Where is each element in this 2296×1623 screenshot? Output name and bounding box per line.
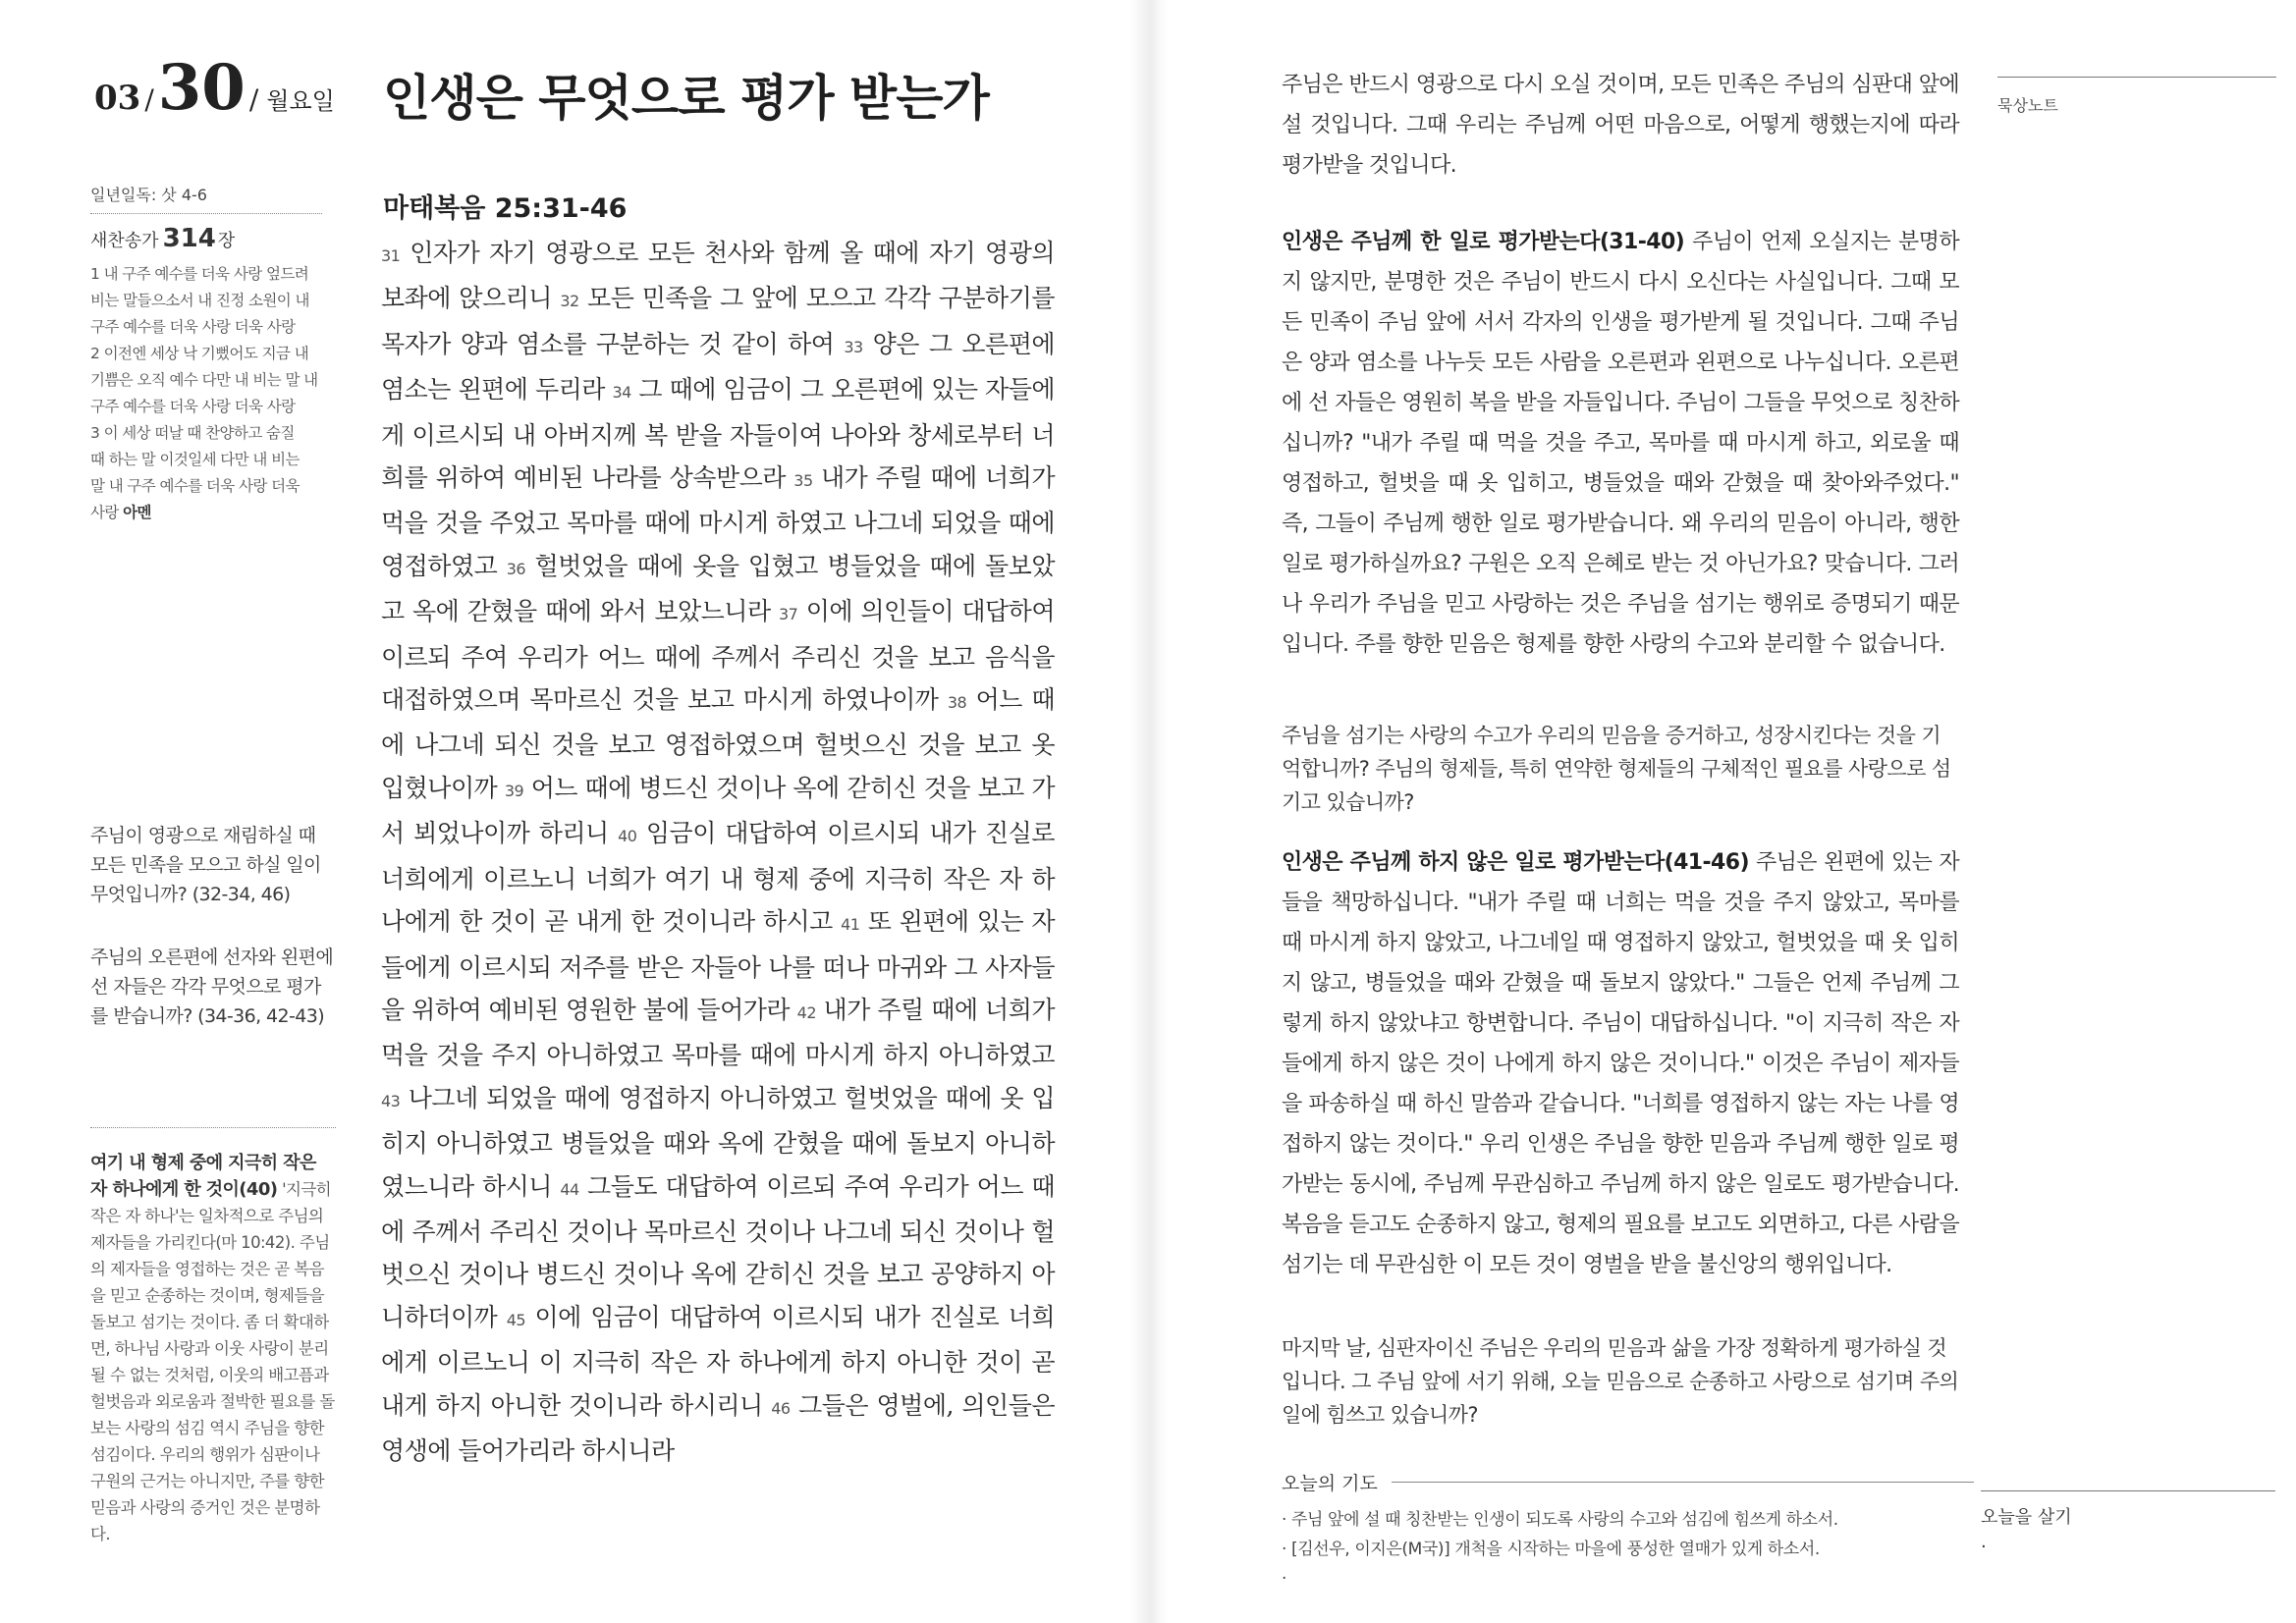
hymn-line-end: 사랑	[90, 504, 119, 521]
date-weekday: 월요일	[266, 87, 335, 115]
verse-text: 내가 주릴 때에 너희가 먹을 것을 주지 아니하였고 목마를 때에 마시게 하지 아니하였고	[381, 995, 1056, 1070]
hymn-unit: 장	[217, 231, 236, 251]
verse-text: 그들도 대답하여 이르되 주여 우리가 어느 때에 주께서 주리신 것이나 목마르신 것이나 나그네 되신 것이나 헐벗으신 것이나 병드신 것이나 옥에 갇히신 것을 보고 공양하지 아니하더이까	[381, 1171, 1055, 1331]
verse-text: 그 때에 임금이 그 오른편에 있는 자들에게 이르시되 내 아버지께 복 받을 자들이여 나아와 창세로부터 너희를 위하여 예비된 나라를 상속받으라	[381, 375, 1056, 493]
verse-number: 33	[844, 337, 863, 356]
date-slash: /	[144, 83, 154, 116]
hymn-amen: 아멘	[123, 504, 151, 521]
verse-text: 그들은 영벌에, 의인들은 영생에 들어가리라 하시니라	[381, 1390, 1056, 1465]
verse-number: 41	[841, 915, 860, 935]
verse-text: 어느 때에 나그네 되신 것을 보고 영접하였으며 헐벗으신 것을 보고 옷 입혔나이까	[381, 685, 1055, 802]
meditation-label: 묵상노트	[1997, 96, 2058, 115]
verse-number: 34	[612, 383, 631, 403]
application-question-1: 주님을 섬기는 사랑의 수고가 우리의 믿음을 증거하고, 성장시킨다는 것을 기억합니까? 주님의 형제들, 특히 연약한 형제들의 구체적인 필요를 사랑으로 섬기고 있습니까?	[1282, 724, 1951, 814]
prayer-item: ·	[1282, 1569, 1287, 1589]
divider	[90, 213, 322, 214]
divider	[90, 1127, 336, 1128]
meditation-notes	[1997, 77, 2276, 116]
date-slash: /	[248, 83, 259, 116]
note-title: 여기 내 형제 중에 지극히 작은 자 하나에게 한 것이(40)	[90, 1153, 316, 1200]
verse-text: 양은 그 오른편에 염소는 왼편에 두리라	[381, 329, 1055, 405]
hymn-heading	[90, 224, 322, 253]
hymn-line: 2 이전엔 세상 낙 기뻤어도 지금 내	[90, 345, 309, 362]
hymn-line	[90, 500, 322, 526]
section-1-text: 주님이 언제 오실지는 분명하지 않지만, 분명한 것은 주님이 반드시 다시 오신다는 사실입니다. 그때 모든 민족이 주님 앞에 서서 각자의 인생을 평가받게 될 것입니다. 그때 주님은 양과 염소를 나누듯 모든 사람을 오른편과 왼편으로 나누십니다. 오른편에 선 자들은 영원히 복을 받을 자들입니다. 주님이 그들을 무엇으로 칭찬하십니까? "내가 주릴 때 먹을 것을 주고, 목마를 때 마시게 하고, 외로울 때 영접하고, 헐벗을 때 옷 입히고, 병들었을 때와 갇혔을 때 찾아와주었다." 즉, 그들이 주님께 행한 일로 평가받습니다. 왜 우리의 믿음이 아니라, 행한 일로 평가하실까요? 구원은 오직 은혜로 받는 것 아닌가요? 맞습니다. 그러나 우리가 주님을 믿고 사랑하는 것은 주님을 섬기는 행위로 증명되기 때문입니다. 주를 향한 믿음은 형제를 향한 사랑의 수고와 분리할 수 없습니다.	[1282, 230, 1959, 657]
hymn-line: 구주 예수를 더욱 사랑 더욱 사랑	[90, 398, 296, 415]
verse-number: 31	[381, 246, 401, 265]
verse-number: 36	[506, 559, 526, 578]
verse-number: 32	[560, 292, 579, 311]
hymn-line: 3 이 세상 떠날 때 찬양하고 숨질	[90, 424, 295, 442]
commentary-intro: 주님은 반드시 영광으로 다시 오실 것이며, 모든 민족은 주님의 심판대 앞에 설 것입니다. 그때 우리는 주님께 어떤 마음으로, 어떻게 행했는지에 따라 평가받을 것입니다.	[1282, 73, 1959, 178]
verse-number: 44	[560, 1179, 579, 1199]
note-text: '지극히 작은 자 하나'는 일차적으로 주님의 제자들을 가리킨다(마 10:42). 주님의 제자들을 영접하는 것은 곧 복음을 믿고 순종하는 것이며, 형제들을 돌보고 섬기는 것이다. 좀 더 확대하면, 하나님 사랑과 이웃 사랑이 분리될 수 없는 것처럼, 이웃의 배고픔과 헐벗음과 외로움과 절박한 필요를 돌보는 사랑의 섬김 역시 주님을 향한 섬김이다. 우리의 행위가 심판이나 구원의 근거는 아니지만, 주를 향한 믿음과 사랑의 증거인 것은 분명하다.	[90, 1180, 335, 1543]
verse-text: 이에 의인들이 대답하여 이르되 주여 우리가 어느 때에 주께서 주리신 것을 보고 음식을 대접하였으며 목마르신 것을 보고 마시게 하였나이까	[381, 597, 1055, 715]
section-1-title: 인생은 주님께 한 일로 평가받는다(31-40)	[1282, 230, 1685, 254]
living-bullet: ·	[1981, 1537, 1987, 1557]
prayer-item: · [김선우, 이지은(M국)] 개척을 시작하는 마을에 풍성한 열매가 있게 하소서.	[1282, 1540, 1820, 1559]
verse-number: 40	[618, 827, 637, 846]
date-day: 30	[157, 51, 246, 125]
verse-number: 37	[779, 605, 798, 624]
commentary-section-2	[1282, 842, 1959, 1285]
section-2-title: 인생은 주님께 하지 않은 일로 평가받는다(41-46)	[1282, 850, 1749, 875]
hymn-line: 구주 예수를 더욱 사랑 더욱 사랑	[90, 318, 296, 336]
living-label: 오늘을 살기	[1981, 1507, 2072, 1528]
prayer-heading	[1282, 1469, 1974, 1495]
verse-text: 임금이 대답하여 이르시되 내가 진실로 너희에게 이르노니 너희가 여기 내 형제 중에 지극히 작은 자 하나에게 한 것이 곧 내게 한 것이니라 하시고	[381, 819, 1055, 937]
meditation-line	[1997, 77, 2276, 78]
verse-text: 헐벗었을 때에 옷을 입혔고 병들었을 때에 돌보았고 옥에 갇혔을 때에 와서 보았느니라	[381, 551, 1055, 626]
verse-text: 인자가 자기 영광으로 모든 천사와 함께 올 때에 자기 영광의 보좌에 앉으리니	[381, 239, 1055, 313]
verse-number: 38	[947, 693, 967, 713]
scripture-passage	[381, 232, 1055, 1472]
hymn-number: 314	[162, 224, 216, 253]
hymn-sidebar	[90, 183, 322, 526]
verse-text: 어느 때에 병드신 것이나 옥에 갇히신 것을 보고 가서 뵈었나이까 하리니	[381, 773, 1056, 848]
prayer-line	[1392, 1482, 1974, 1483]
hymn-line: 기쁨은 오직 예수 다만 내 비는 말 내	[90, 371, 318, 389]
prayer-item: · 주님 앞에 설 때 칭찬받는 인생이 되도록 사랑의 수고와 섬김에 힘쓰게 하소서.	[1282, 1510, 1838, 1530]
prayer-list	[1282, 1505, 1974, 1594]
hymn-line: 비는 말들으소서 내 진정 소원이 내	[90, 292, 309, 309]
hymn-lyrics	[90, 261, 322, 526]
verse-text: 또 왼편에 있는 자들에게 이르시되 저주를 받은 자들아 나를 떠나 마귀와 그 사자들을 위하여 예비된 영원한 불에 들어가라	[381, 907, 1056, 1024]
page-title: 인생은 무엇으로 평가 받는가	[383, 70, 989, 127]
verse-number: 43	[381, 1091, 401, 1110]
commentary-section-1	[1282, 222, 1959, 665]
commentary-note	[90, 1127, 336, 1547]
study-question-1: 주님이 영광으로 재림하실 때 모든 민족을 모으고 하실 일이 무엇입니까? (32-34, 46)	[90, 825, 321, 905]
date-header	[94, 51, 335, 125]
application-question-2: 마지막 날, 심판자이신 주님은 우리의 믿음과 삶을 가장 정확하게 평가하실 것입니다. 그 주님 앞에 서기 위해, 오늘 믿음으로 순종하고 사랑으로 섬기며 주의 일에 힘쓰고 있습니까?	[1282, 1336, 1959, 1427]
prayer-label: 오늘의 기도	[1282, 1473, 1378, 1494]
verse-text: 나그네 되었을 때에 영접하지 아니하였고 헐벗었을 때에 옷 입히지 아니하였고 병들었을 때와 옥에 갇혔을 때에 돌보지 아니하였느니라 하시니	[381, 1083, 1056, 1201]
hymn-line: 1 내 구주 예수를 더욱 사랑 엎드려	[90, 265, 309, 283]
yearly-reading: 일년일독: 삿 4-6	[90, 186, 207, 204]
section-2-text: 주님은 왼편에 있는 자들을 책망하십니다. "내가 주릴 때 너희는 먹을 것을 주지 않았고, 목마를 때 마시게 하지 않았고, 나그네일 때 영접하지 않았고, 헐벗었을 때 옷 입히지 않고, 병들었을 때와 갇혔을 때 돌보지 않았다." 그들은 언제 주님께 그렇게 하지 않았냐고 항변합니다. 주님이 대답하십니다. "이 지극히 작은 자들에게 하지 않은 것이 나에게 하지 않은 것이니다." 이것은 주님이 제자들을 파송하실 때 하신 말씀과 같습니다. "너희를 영접하지 않는 자는 나를 영접하지 않는 것이다." 우리 인생은 주님을 향한 믿음과 주님께 행한 일로 평가받는 동시에, 주님께 무관심하고 주님께 하지 않은 일로도 평가받습니다. 복음을 듣고도 순종하지 않고, 형제의 필요를 보고도 외면하고, 다른 사람을 섬기는 데 무관심한 이 모든 것이 영벌을 받을 불신앙의 행위입니다.	[1282, 850, 1959, 1277]
todays-prayer	[1282, 1469, 1974, 1594]
hymn-line: 말 내 구주 예수를 더욱 사랑 더욱	[90, 477, 300, 495]
verse-text: 내가 주릴 때에 너희가 먹을 것을 주었고 목마를 때에 마시게 하였고 나그네 되었을 때에 영접하였고	[381, 463, 1055, 580]
study-question-2: 주님의 오른편에 선자와 왼편에 선 자들은 각각 무엇으로 평가를 받습니까? (34-36, 42-43)	[90, 947, 334, 1027]
verse-number: 35	[793, 471, 813, 491]
date-month: 03	[94, 79, 141, 118]
verse-text: 이에 임금이 대답하여 이르시되 내가 진실로 너희에게 이르노니 이 지극히 작은 자 하나에게 하지 아니한 것이 곧 내게 하지 아니한 것이니라 하시리니	[381, 1302, 1055, 1420]
verse-number: 39	[504, 781, 524, 800]
verse-number: 46	[771, 1398, 791, 1418]
live-today	[1981, 1490, 2275, 1557]
hymn-line: 때 하는 말 이것일세 다만 내 비는	[90, 451, 300, 468]
hymn-label: 새찬송가	[90, 231, 159, 251]
passage-reference: 마태복음 25:31-46	[383, 193, 628, 224]
verse-number: 45	[506, 1310, 526, 1329]
verse-text: 모든 민족을 그 앞에 모으고 각각 구분하기를 목자가 양과 염소를 구분하는 것 같이 하여	[381, 284, 1055, 358]
verse-number: 42	[796, 1002, 816, 1022]
page-gutter	[1129, 0, 1169, 1623]
living-line	[1981, 1490, 2275, 1491]
